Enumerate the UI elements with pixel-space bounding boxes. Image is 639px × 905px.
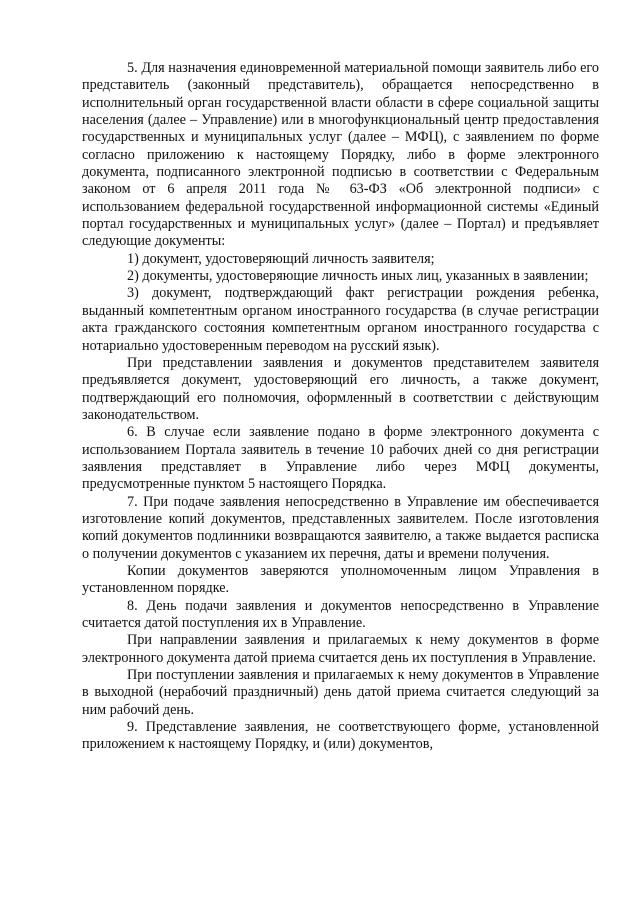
list-item-3: 3) документ, подтверждающий факт регистрации рождения ребенка, выданный компетентным органом иностранного государства (в случае регистрации акта гражданского состояния компетентным органом иностранного государства с нотариально удостоверенным переводом на русский язык).	[82, 285, 599, 354]
paragraph-point-8: 8. День подачи заявления и документов непосредственно в Управление считается датой поступления их в Управление.	[82, 597, 599, 631]
paragraph-copies: Копии документов заверяются уполномоченным лицом Управления в установленном порядке.	[82, 562, 599, 597]
paragraph-point-9: 9. Представление заявления, не соответствующего форме, установленной приложением к настоящему Порядку, и (или) документов,	[82, 719, 599, 753]
paragraph-point-7: 7. При подаче заявления непосредственно в Управление им обеспечивается изготовление копий документов, представленных заявителем. После изготовления копий документов подлинники возвращаются заявителю, а также выдается расписка о получении документов с указанием их перечня, даты и времени получения.	[82, 493, 599, 562]
paragraph-representative: При представлении заявления и документов представителем заявителя предъявляется документ, удостоверяющий его личность, а также документ, подтверждающий его полномочия, оформленный в соответствии с действующим законодательством.	[82, 354, 599, 423]
list-item-1: 1) документ, удостоверяющий личность заявителя;	[127, 250, 435, 267]
paragraph-point-6: 6. В случае если заявление подано в форме электронного документа с использованием Портала заявитель в течение 10 рабочих дней со дня регистрации заявления представляет в Управление либо через МФЦ документы, предусмотренные пунктом 5 настоящего Порядка.	[82, 424, 599, 493]
document-body	[82, 60, 599, 754]
paragraph-point-5: 5. Для назначения единовременной материальной помощи заявитель либо его представитель (законный представитель), обращается непосредственно в исполнительный орган государственной власти области в сфере социальной защиты населения (далее – Управление) или в многофункциональный центр предоставления государственных и муниципальных услуг (далее – МФЦ), с заявлением по форме согласно приложению к настоящему Порядку, либо в форме электронного документа, подписанного электронной подписью в соответствии с Федеральным законом от 6 апреля 2011 года № 63-ФЗ «Об электронной подписи» с использованием федеральной государственной информационной системы «Единый портал государственных и муниципальных услуг» (далее – Портал) и предъявляет следующие документы:	[82, 60, 599, 250]
paragraph-holiday-receipt: При поступлении заявления и прилагаемых к нему документов в Управление в выходной (нерабочий праздничный) день датой приема считается следующий за ним рабочий день.	[82, 667, 599, 718]
list-item-2: 2) документы, удостоверяющие личность иных лиц, указанных в заявлении;	[127, 268, 589, 285]
paragraph-electronic-receipt: При направлении заявления и прилагаемых к нему документов в форме электронного документа датой приема считается день их поступления в Управление.	[82, 632, 599, 666]
